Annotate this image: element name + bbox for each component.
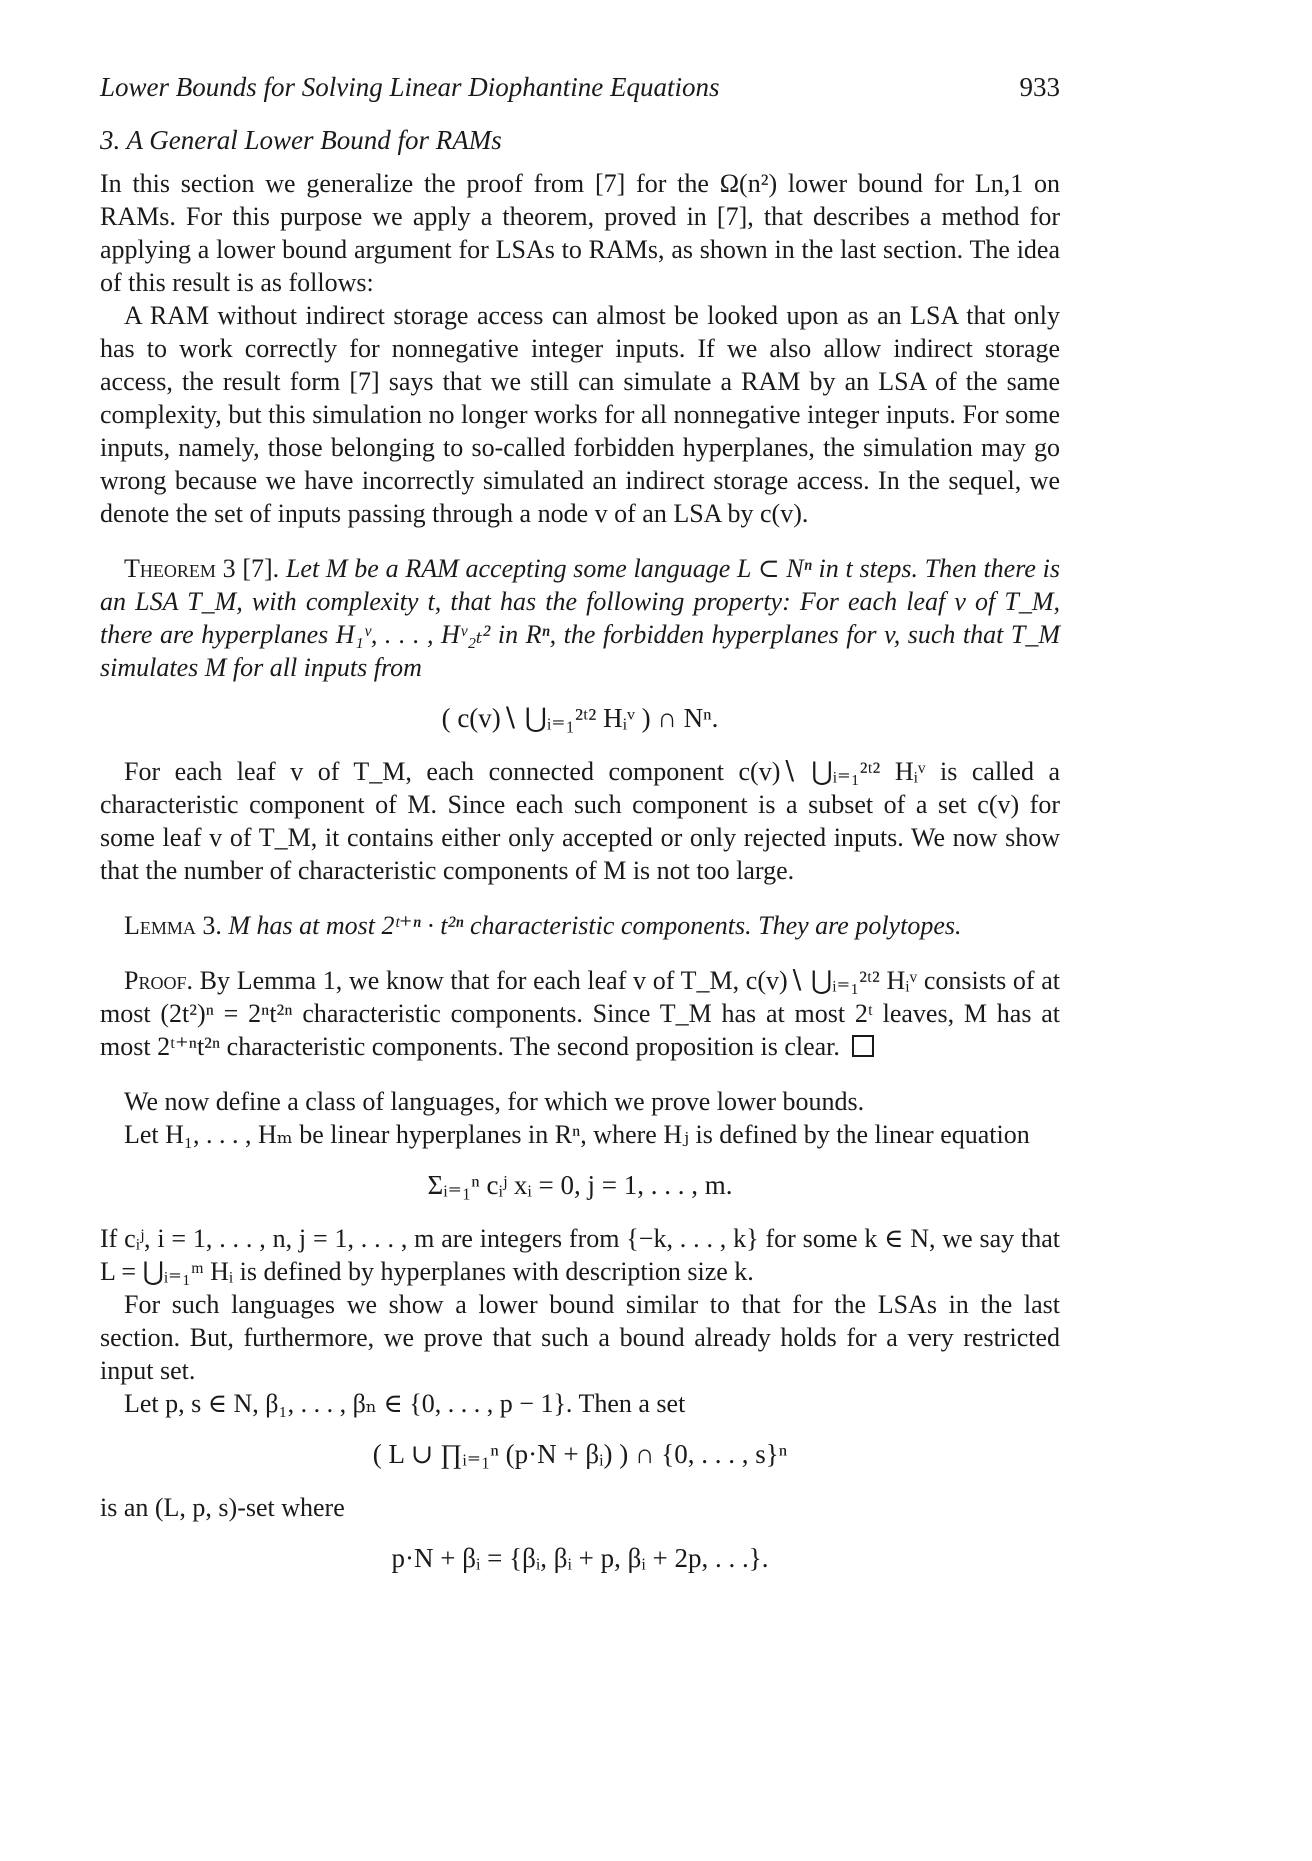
paragraph-intro: In this section we generalize the proof from [7] for the Ω(n²) lower bound for Ln,1 on RAMs. For this purpose we apply a theorem, proved in [7], that describes a method for applying a lower bound argument for LSAs to RAMs, as shown in the last section. The idea of this result is as follows: (100, 169, 1060, 297)
lemma-text: M has at most 2ᵗ⁺ⁿ · t²ⁿ characteristic components. They are polytopes. (228, 911, 962, 940)
paragraph-description-size: If cᵢʲ, i = 1, . . . , n, j = 1, . . . , m are integers from {−k, . . . , k} for some k ∈ N, we say that L = ⋃ᵢ₌₁ᵐ Hᵢ is defined by hyperplanes with description size k. (100, 1224, 1060, 1286)
paragraph-lps-set: is an (L, p, s)-set where (100, 1493, 345, 1522)
paragraph-let-p-s: Let p, s ∈ N, β₁, . . . , βₙ ∈ {0, . . . , p − 1}. Then a set (124, 1389, 686, 1418)
page-number: 933 (1019, 72, 1060, 102)
paragraph-characteristic-component: For each leaf v of T_M, each connected component c(v)∖ ⋃ᵢ₌₁²ᵗ² Hᵢᵛ is called a characteristic component of M. Since each such component is a subset of a set c(v) for some leaf v of T_M, it contains either only accepted or only rejected inputs. We now show that the number of characteristic components of M is not too large. (100, 757, 1060, 885)
proof-label: Proof. (124, 966, 193, 995)
theorem-3 (100, 552, 1060, 684)
paragraph-class-of-languages: We now define a class of languages, for which we prove lower bounds. (124, 1087, 865, 1116)
paragraph-ram-simulation: A RAM without indirect storage access can almost be looked upon as an LSA that only has to work correctly for nonnegative integer inputs. If we also allow indirect storage access, the result form [7] says that we still can simulate a RAM by an LSA of the same complexity, but this simulation no longer works for all nonnegative integer inputs. For some inputs, namely, those belonging to so-called forbidden hyperplanes, the simulation may go wrong because we have incorrectly simulated an indirect storage access. In the sequel, we denote the set of inputs passing through a node v of an LSA by c(v). (100, 301, 1060, 528)
proof (100, 964, 1060, 1063)
theorem-label: Theorem 3 [7]. (124, 554, 280, 583)
display-equation-4: p·N + βᵢ = {βᵢ, βᵢ + p, βᵢ + 2p, . . .}. (391, 1543, 769, 1573)
display-equation-2: Σᵢ₌₁ⁿ cᵢʲ xᵢ = 0, j = 1, . . . , m. (427, 1170, 733, 1200)
display-equation-3: ( L ∪ ∏ᵢ₌₁ⁿ (p·N + βᵢ) ) ∩ {0, . . . , s}ⁿ (372, 1439, 788, 1469)
theorem-text: Let M be a RAM accepting some language L ⊂ Nⁿ in t steps. Then there is an LSA T_M, with complexity t, that has the following property: For each leaf v of T_M, there are hyperplanes H₁ᵛ, . . . , Hᵛ₂ₜ² in Rⁿ, the forbidden hyperplanes for v, such that T_M simulates M for all inputs from (100, 554, 1060, 682)
lemma-3 (100, 909, 1060, 942)
lemma-label: Lemma 3. (124, 911, 222, 940)
display-equation-1: ( c(v)∖ ⋃ᵢ₌₁²ᵗ² Hᵢᵛ ) ∩ Nⁿ. (441, 703, 719, 733)
running-title: Lower Bounds for Solving Linear Diophantine Equations (100, 72, 720, 102)
body-text (100, 124, 1060, 1595)
qed-square-icon (852, 1035, 874, 1057)
paragraph-lower-bound: For such languages we show a lower bound similar to that for the LSAs in the last section. But, furthermore, we prove that such a bound already holds for a very restricted input set. (100, 1290, 1060, 1385)
section-title: 3. A General Lower Bound for RAMs (100, 125, 502, 155)
paragraph-hyperplanes: Let H₁, . . . , Hₘ be linear hyperplanes in Rⁿ, where Hⱼ is defined by the linear equation (124, 1120, 1030, 1149)
proof-text: By Lemma 1, we know that for each leaf v of T_M, c(v)∖ ⋃ᵢ₌₁²ᵗ² Hᵢᵛ consists of at most (2t²)ⁿ = 2ⁿt²ⁿ characteristic components. Since T_M has at most 2ᵗ leaves, M has at most 2ᵗ⁺ⁿt²ⁿ characteristic components. The second proposition is clear. (100, 966, 1061, 1061)
running-header (100, 72, 1060, 103)
